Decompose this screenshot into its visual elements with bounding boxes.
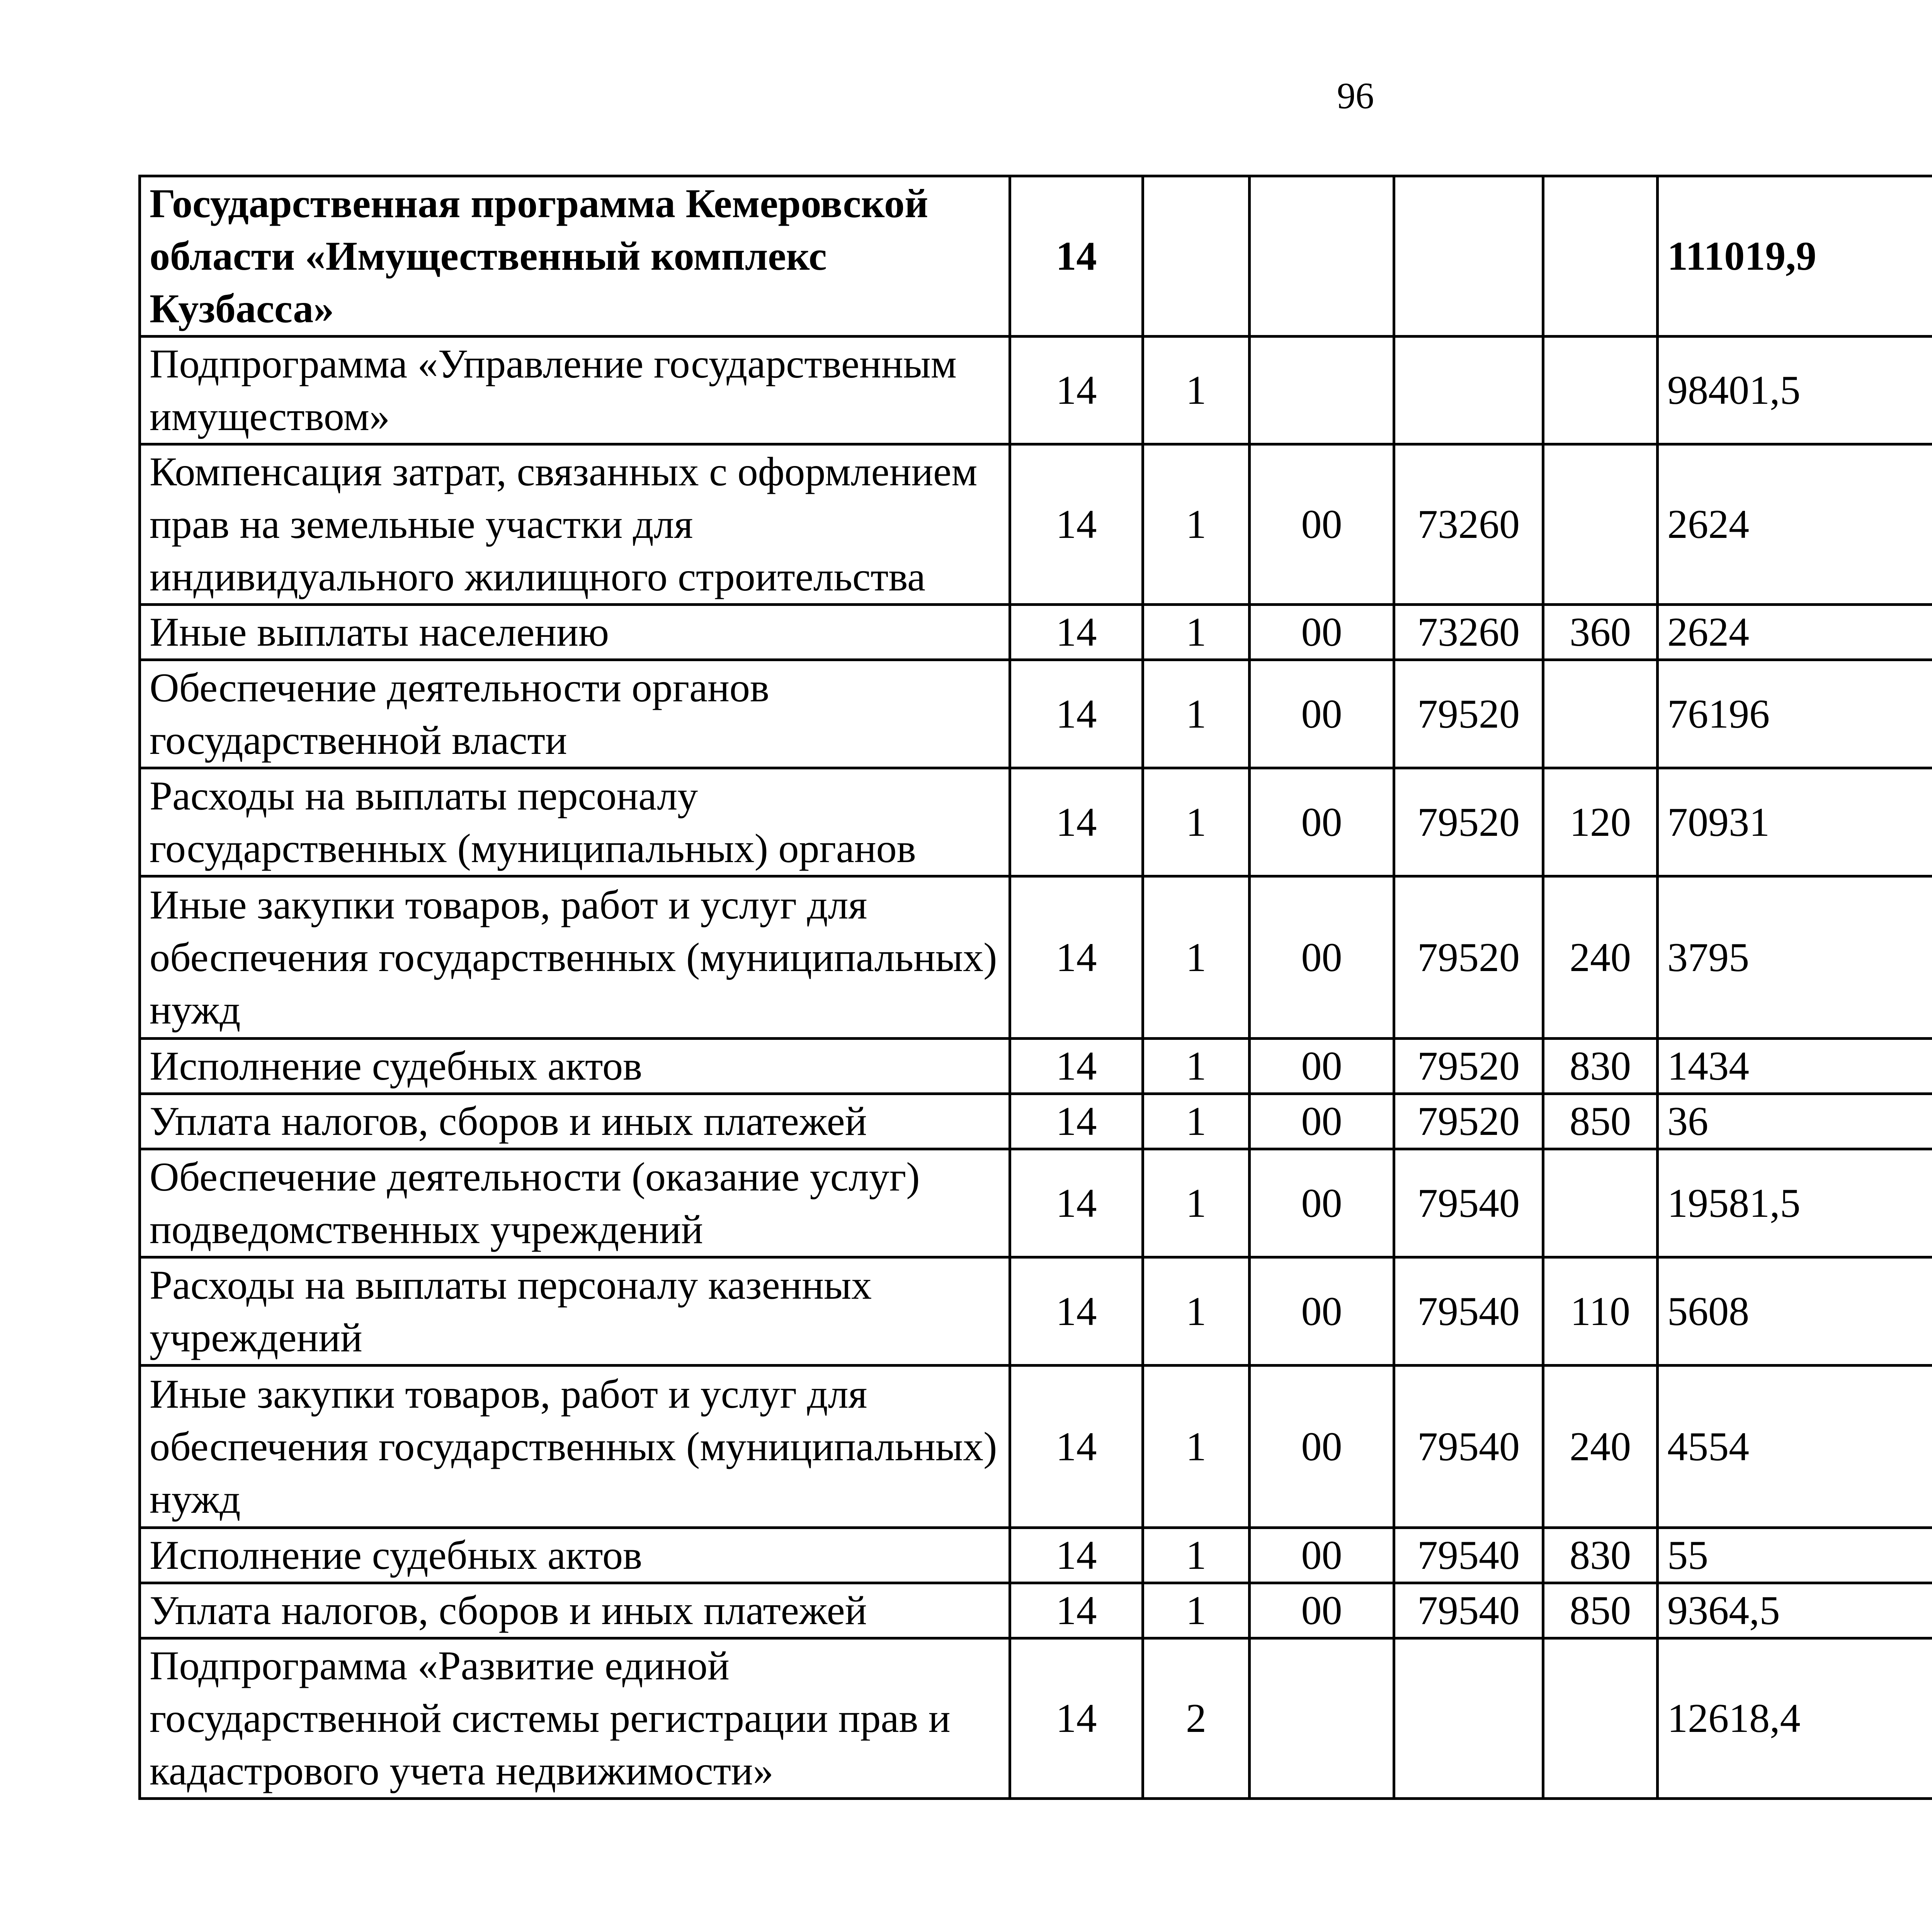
cell-amount-1: 19581,5 <box>1658 1149 1932 1257</box>
cell-code-5: 110 <box>1543 1257 1658 1366</box>
cell-code-1: 14 <box>1010 1366 1143 1528</box>
table-row <box>140 444 1932 605</box>
table-row <box>140 1094 1932 1149</box>
cell-name: Государственная программа Кемеровской области «Имущественный комплекс Кузбасса» <box>140 176 1010 337</box>
cell-name: Иные закупки товаров, работ и услуг для обеспечения государственных (муниципальных) нужд <box>140 1366 1010 1528</box>
cell-name: Уплата налогов, сборов и иных платежей <box>140 1094 1010 1149</box>
cell-name: Расходы на выплаты персоналу казенных учреждений <box>140 1257 1010 1366</box>
cell-code-5: 850 <box>1543 1583 1658 1638</box>
cell-amount-1: 3795 <box>1658 876 1932 1039</box>
cell-code-5 <box>1543 1638 1658 1799</box>
budget-table <box>138 175 1932 1800</box>
cell-code-2: 1 <box>1143 1583 1250 1638</box>
table-row <box>140 1039 1932 1094</box>
cell-code-5 <box>1543 176 1658 337</box>
cell-code-1: 14 <box>1010 176 1143 337</box>
cell-code-3: 00 <box>1250 605 1394 660</box>
cell-code-4 <box>1394 1638 1543 1799</box>
cell-code-2: 1 <box>1143 1366 1250 1528</box>
cell-code-4: 73260 <box>1394 605 1543 660</box>
cell-code-2 <box>1143 176 1250 337</box>
cell-code-1: 14 <box>1010 605 1143 660</box>
cell-code-3: 00 <box>1250 1094 1394 1149</box>
cell-code-4: 79540 <box>1394 1528 1543 1583</box>
cell-name: Уплата налогов, сборов и иных платежей <box>140 1583 1010 1638</box>
cell-amount-1: 2624 <box>1658 444 1932 605</box>
cell-name: Обеспечение деятельности органов государственной власти <box>140 660 1010 768</box>
cell-code-2: 1 <box>1143 660 1250 768</box>
cell-code-4: 79540 <box>1394 1149 1543 1257</box>
cell-code-2: 1 <box>1143 1094 1250 1149</box>
cell-code-5: 240 <box>1543 1366 1658 1528</box>
cell-code-5 <box>1543 660 1658 768</box>
cell-code-3: 00 <box>1250 1528 1394 1583</box>
cell-amount-1: 76196 <box>1658 660 1932 768</box>
cell-code-2: 1 <box>1143 605 1250 660</box>
cell-name: Расходы на выплаты персоналу государственных (муниципальных) органов <box>140 768 1010 876</box>
cell-code-1: 14 <box>1010 660 1143 768</box>
table-row <box>140 1583 1932 1638</box>
cell-code-5: 360 <box>1543 605 1658 660</box>
table-row <box>140 1149 1932 1257</box>
cell-name: Иные закупки товаров, работ и услуг для обеспечения государственных (муниципальных) нужд <box>140 876 1010 1039</box>
cell-code-5 <box>1543 444 1658 605</box>
cell-code-1: 14 <box>1010 1039 1143 1094</box>
cell-code-3: 00 <box>1250 1149 1394 1257</box>
cell-code-3: 00 <box>1250 1366 1394 1528</box>
cell-code-1: 14 <box>1010 337 1143 444</box>
cell-code-3: 00 <box>1250 1583 1394 1638</box>
cell-code-3: 00 <box>1250 1257 1394 1366</box>
cell-amount-1: 5608 <box>1658 1257 1932 1366</box>
cell-code-2: 1 <box>1143 768 1250 876</box>
cell-code-2: 1 <box>1143 1257 1250 1366</box>
cell-name: Обеспечение деятельности (оказание услуг) подведомственных учреждений <box>140 1149 1010 1257</box>
cell-code-1: 14 <box>1010 1583 1143 1638</box>
cell-code-3: 00 <box>1250 660 1394 768</box>
cell-code-3: 00 <box>1250 876 1394 1039</box>
cell-code-1: 14 <box>1010 1638 1143 1799</box>
cell-amount-1: 1434 <box>1658 1039 1932 1094</box>
cell-code-3 <box>1250 176 1394 337</box>
cell-amount-1: 55 <box>1658 1528 1932 1583</box>
table-row <box>140 768 1932 876</box>
cell-name: Подпрограмма «Управление государственным имуществом» <box>140 337 1010 444</box>
cell-code-4: 79520 <box>1394 876 1543 1039</box>
table-row <box>140 876 1932 1039</box>
cell-code-5: 850 <box>1543 1094 1658 1149</box>
cell-code-1: 14 <box>1010 1094 1143 1149</box>
cell-code-2: 1 <box>1143 876 1250 1039</box>
cell-amount-1: 2624 <box>1658 605 1932 660</box>
table-row <box>140 605 1932 660</box>
cell-code-4: 79520 <box>1394 1039 1543 1094</box>
table-row <box>140 1366 1932 1528</box>
cell-code-4: 79520 <box>1394 660 1543 768</box>
table-row <box>140 176 1932 337</box>
table-row <box>140 337 1932 444</box>
page-number: 96 <box>1337 75 1374 116</box>
table-body <box>140 176 1932 1799</box>
cell-code-3 <box>1250 337 1394 444</box>
cell-code-2: 2 <box>1143 1638 1250 1799</box>
table-row <box>140 1528 1932 1583</box>
cell-amount-1: 9364,5 <box>1658 1583 1932 1638</box>
cell-code-4: 79540 <box>1394 1583 1543 1638</box>
table-row <box>140 1638 1932 1799</box>
cell-name: Подпрограмма «Развитие единой государственной системы регистрации прав и кадастрового учета недвижимости» <box>140 1638 1010 1799</box>
cell-code-1: 14 <box>1010 1149 1143 1257</box>
cell-amount-1: 12618,4 <box>1658 1638 1932 1799</box>
cell-code-3: 00 <box>1250 768 1394 876</box>
cell-code-4: 79540 <box>1394 1257 1543 1366</box>
table-row <box>140 660 1932 768</box>
cell-amount-1: 4554 <box>1658 1366 1932 1528</box>
cell-code-4: 73260 <box>1394 444 1543 605</box>
cell-code-5: 240 <box>1543 876 1658 1039</box>
cell-code-5 <box>1543 1149 1658 1257</box>
table-row <box>140 1257 1932 1366</box>
cell-amount-1: 111019,9 <box>1658 176 1932 337</box>
cell-name: Компенсация затрат, связанных с оформлением прав на земельные участки для индивидуального жилищного строительства <box>140 444 1010 605</box>
cell-code-4 <box>1394 176 1543 337</box>
cell-code-5: 830 <box>1543 1528 1658 1583</box>
cell-code-4 <box>1394 337 1543 444</box>
cell-code-2: 1 <box>1143 337 1250 444</box>
cell-code-2: 1 <box>1143 444 1250 605</box>
cell-code-3 <box>1250 1638 1394 1799</box>
cell-amount-1: 98401,5 <box>1658 337 1932 444</box>
cell-code-2: 1 <box>1143 1149 1250 1257</box>
cell-code-1: 14 <box>1010 1257 1143 1366</box>
cell-code-2: 1 <box>1143 1039 1250 1094</box>
cell-code-2: 1 <box>1143 1528 1250 1583</box>
cell-name: Исполнение судебных актов <box>140 1528 1010 1583</box>
cell-amount-1: 36 <box>1658 1094 1932 1149</box>
cell-code-1: 14 <box>1010 1528 1143 1583</box>
cell-code-3: 00 <box>1250 1039 1394 1094</box>
cell-code-5 <box>1543 337 1658 444</box>
cell-code-5: 120 <box>1543 768 1658 876</box>
cell-code-1: 14 <box>1010 876 1143 1039</box>
cell-name: Иные выплаты населению <box>140 605 1010 660</box>
cell-code-5: 830 <box>1543 1039 1658 1094</box>
cell-code-4: 79520 <box>1394 768 1543 876</box>
cell-code-4: 79520 <box>1394 1094 1543 1149</box>
cell-code-4: 79540 <box>1394 1366 1543 1528</box>
cell-name: Исполнение судебных актов <box>140 1039 1010 1094</box>
cell-code-3: 00 <box>1250 444 1394 605</box>
cell-code-1: 14 <box>1010 444 1143 605</box>
cell-code-1: 14 <box>1010 768 1143 876</box>
cell-amount-1: 70931 <box>1658 768 1932 876</box>
